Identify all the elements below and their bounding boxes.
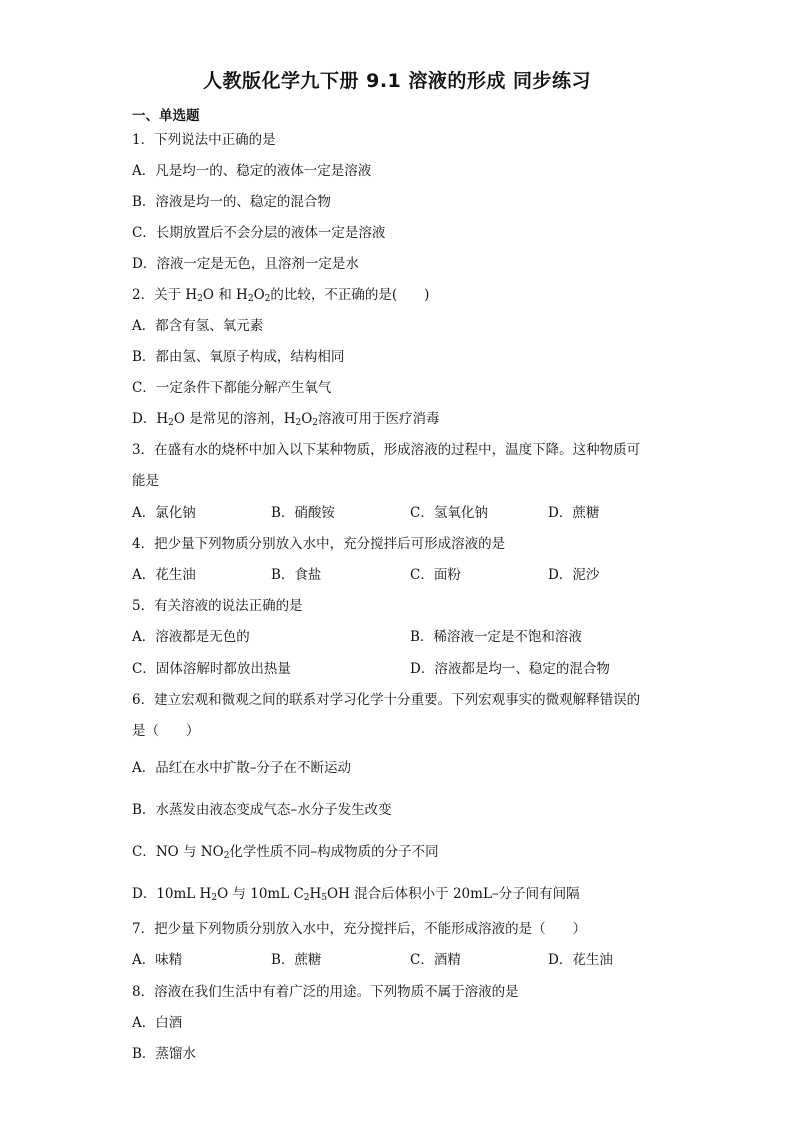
question-6-stem-line-1: 6．建立宏观和微观之间的联系对学习化学十分重要。下列宏观事实的微观解释错误的 bbox=[132, 692, 641, 708]
question-1-stem: 1．下列说法中正确的是 bbox=[132, 132, 276, 148]
question-8-stem: 8．溶液在我们生活中有着广泛的用途。下列物质不属于溶液的是 bbox=[132, 984, 519, 1000]
question-5-stem: 5．有关溶液的说法正确的是 bbox=[132, 598, 303, 614]
question-3-option-d: D．蔗糖 bbox=[548, 505, 600, 521]
question-8-option-b: B．蒸馏水 bbox=[132, 1046, 196, 1062]
page-title: 人教版化学九下册 9.1 溶液的形成 同步练习 bbox=[202, 70, 591, 92]
question-3-option-c: C．氢氧化钠 bbox=[410, 505, 488, 521]
section-heading: 一、单选题 bbox=[132, 108, 200, 124]
question-7-option-d: D．花生油 bbox=[548, 952, 613, 968]
question-2-option-c: C．一定条件下都能分解产生氧气 bbox=[132, 380, 332, 396]
question-4-option-c: C．面粉 bbox=[410, 567, 461, 583]
question-2-stem: 2．关于 $H_2O$ 和 $H_2O_2$的比较，不正确的是( ) bbox=[132, 287, 430, 304]
question-4-option-d: D．泥沙 bbox=[548, 567, 600, 583]
question-7-option-b: B．蔗糖 bbox=[271, 952, 322, 968]
question-3-option-a: A．氯化钠 bbox=[132, 505, 196, 521]
question-8-option-a: A．白酒 bbox=[132, 1015, 183, 1031]
question-7-option-c: C．酒精 bbox=[410, 952, 461, 968]
question-5-option-c: C．固体溶解时都放出热量 bbox=[132, 661, 291, 677]
question-2-option-a: A．都含有氢、氧元素 bbox=[132, 318, 264, 334]
question-4-stem: 4．把少量下列物质分别放入水中，充分搅拌后可形成溶液的是 bbox=[132, 536, 506, 552]
question-3-option-b: B．硝酸铵 bbox=[271, 505, 335, 521]
question-1-option-d: D．溶液一定是无色，且溶剂一定是水 bbox=[132, 256, 359, 272]
question-3-stem-line-2: 能是 bbox=[132, 473, 159, 489]
question-7-stem: 7．把少量下列物质分别放入水中，充分搅拌后，不能形成溶液的是（ ） bbox=[132, 921, 587, 937]
question-5-option-d: D．溶液都是均一、稳定的混合物 bbox=[410, 661, 610, 677]
question-3-stem-line-1: 3．在盛有水的烧杯中加入以下某种物质，形成溶液的过程中，温度下降。这种物质可 bbox=[132, 442, 641, 458]
question-6-option-c: C．NO 与 $NO_2$化学性质不同–构成物质的分子不同 bbox=[132, 844, 439, 861]
question-1-option-a: A．凡是均一的、稳定的液体一定是溶液 bbox=[132, 163, 372, 179]
question-7-option-a: A．味精 bbox=[132, 952, 183, 968]
question-4-option-a: A．花生油 bbox=[132, 567, 196, 583]
question-6-option-a: A．品红在水中扩散–分子在不断运动 bbox=[132, 760, 351, 776]
question-2-option-d: D．$H_2O$ 是常见的溶剂，$H_2O_2$溶液可用于医疗消毒 bbox=[132, 411, 440, 428]
question-1-option-b: B．溶液是均一的、稳定的混合物 bbox=[132, 194, 331, 210]
question-1-option-c: C．长期放置后不会分层的液体一定是溶液 bbox=[132, 225, 386, 241]
question-5-option-b: B．稀溶液一定是不饱和溶液 bbox=[410, 629, 582, 645]
question-4-option-b: B．食盐 bbox=[271, 567, 322, 583]
question-6-stem-line-2: 是（ ） bbox=[132, 723, 200, 739]
question-6-option-b: B．水蒸发由液态变成气态–水分子发生改变 bbox=[132, 802, 392, 818]
question-6-option-d: D．10mL $H_2O$ 与 10mL $C_2H_5OH$ 混合后体积小于 20mL–分子间有间隔 bbox=[132, 886, 580, 903]
question-2-option-b: B．都由氢、氧原子构成，结构相同 bbox=[132, 349, 345, 365]
question-5-option-a: A．溶液都是无色的 bbox=[132, 629, 250, 645]
